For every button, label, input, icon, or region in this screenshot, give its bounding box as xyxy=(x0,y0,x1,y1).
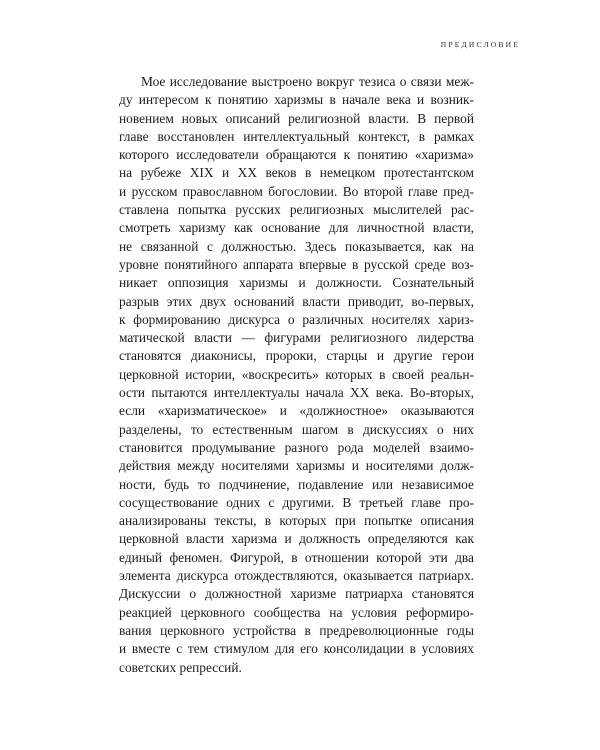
paragraph-line: действия между носителями харизмы и носителями долж- xyxy=(119,458,474,474)
paragraph-line: разделены, то естественным шагом в дискуссиях о них xyxy=(119,421,474,437)
body-paragraph xyxy=(119,73,474,677)
paragraph-line: если «харизматическое» и «должностное» оказываются xyxy=(119,403,474,419)
paragraph-line: новением новых описаний религиозной власти. В первой xyxy=(119,110,474,126)
paragraph-line: ду интересом к понятию харизмы в начале века и возник- xyxy=(119,92,474,108)
paragraph-line: и русском православном богословии. Во второй главе пред- xyxy=(119,183,474,199)
paragraph-line: ставлена попытка русских религиозных мыслителей рас- xyxy=(119,202,474,218)
paragraph-line: Дискуссии о должностной харизме патриарха становятся xyxy=(119,586,474,602)
paragraph-line: не связанной с должностью. Здесь показывается, как на xyxy=(119,238,474,254)
paragraph-line: никает оппозиция харизмы и должности. Сознательный xyxy=(119,275,474,291)
running-head: ПРЕДИСЛОВИЕ xyxy=(440,40,520,49)
paragraph-line: и вместе с тем стимулом для его консолидации в условиях xyxy=(119,641,474,657)
paragraph-line: главе восстановлен интеллектуальный контекст, в рамках xyxy=(119,128,474,144)
paragraph-line: ости пытаются интеллектуалы начала XX века. Во-вторых, xyxy=(119,385,474,401)
paragraph-line: к формированию дискурса о различных носителях хариз- xyxy=(119,311,474,327)
paragraph-line: церковной истории, «воскресить» которых в своей реальн- xyxy=(119,366,474,382)
paragraph-line: становятся диаконисы, пророки, старцы и другие герои xyxy=(119,348,474,364)
paragraph-line: церковной власти харизма и должность определяются как xyxy=(119,531,474,547)
paragraph-line: которого исследователи обращаются к понятию «харизма» xyxy=(119,147,474,163)
paragraph-line: вания церковного устройства в предреволюционные годы xyxy=(119,622,474,638)
paragraph-line: уровне понятийного аппарата впервые в русской среде воз- xyxy=(119,256,474,272)
paragraph-line: матической власти — фигурами религиозного лидерства xyxy=(119,330,474,346)
paragraph-line: становится продумывание разного рода моделей взаимо- xyxy=(119,439,474,455)
paragraph-line: Мое исследование выстроено вокруг тезиса о связи меж- xyxy=(141,74,474,89)
paragraph-line: единый феномен. Фигурой, в отношении которой эти два xyxy=(119,549,474,565)
paragraph-line: на рубеже XIX и XX веков в немецком протестантском xyxy=(119,165,474,181)
paragraph-line: анализированы тексты, в которых при попытке описания xyxy=(119,513,474,529)
paragraph-line: советских репрессий. xyxy=(119,659,242,675)
paragraph-line: элемента дискурса отождествляются, оказывается патриарх. xyxy=(119,568,474,584)
paragraph-line: реакцией церковного сообщества на условия реформиро- xyxy=(119,604,474,620)
paragraph-line: сосуществование одних с другими. В третьей главе про- xyxy=(119,494,474,510)
paragraph-line: смотреть харизму как основание для личностной власти, xyxy=(119,220,474,236)
paragraph-line: разрыв этих двух оснований власти приводит, во-первых, xyxy=(119,293,474,309)
paragraph-line: ности, будь то подчинение, подавление или независимое xyxy=(119,476,474,492)
